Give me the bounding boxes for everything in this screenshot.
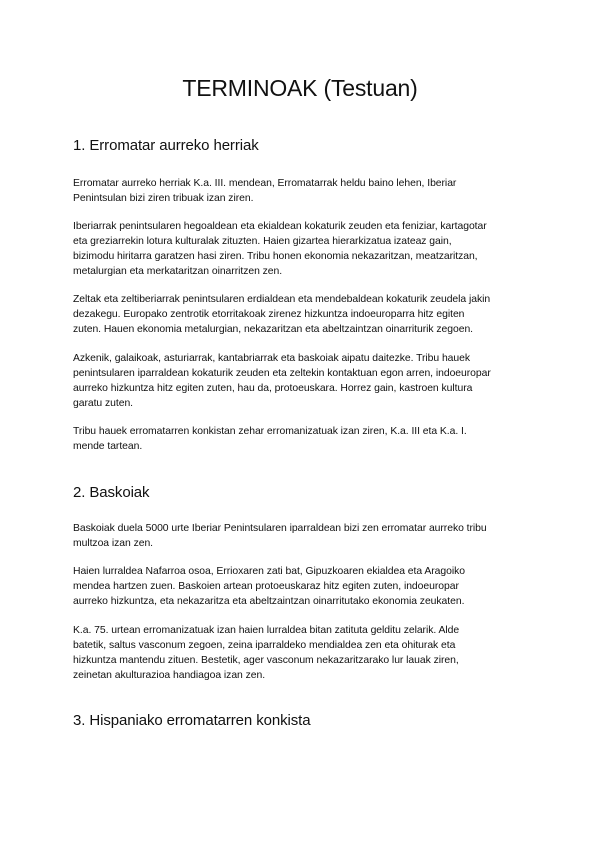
paragraph: Haien lurraldea Nafarroa osoa, Errioxaren zati bat, Gipuzkoaren ekialdea eta Aragoiko mendea hartzen zuen. Baskoien artean protoeuskaraz hitz egiten zuten, indoeuropar aurreko hizkuntza, eta nekazaritza eta abeltzaintzan oinarritutako ekonomia zeukaten. <box>73 566 465 607</box>
paragraph: Tribu hauek erromatarren konkistan zehar erromanizatuak izan ziren, K.a. III eta K.a. I. mende tartean. <box>73 426 467 452</box>
paragraph: Zeltak eta zeltiberiarrak penintsularen erdialdean eta mendebaldean kokaturik zeudela jakin dezakegu. Europako zentrotik etorritakoak zirenez hizkuntza indoeuroparra hitz egiten zuten. Hauen ekonomia metalurgian, nekazaritzan eta abeltzaintzan oinarriturik zegoen. <box>73 294 491 335</box>
paragraph: Erromatar aurreko herriak K.a. III. mendean, Erromatarrak heldu baino lehen, Iberiar Penintsulan bizi ziren tribuak izan ziren. <box>73 178 457 204</box>
page-title: TERMINOAK (Testuan) <box>182 75 418 101</box>
section-heading: 2. Baskoiak <box>73 484 150 501</box>
paragraph: Baskoiak duela 5000 urte Iberiar Penintsularen iparraldean bizi zen erromatar aurreko tribu multzoa izan zen. <box>73 523 487 549</box>
paragraph: Azkenik, galaikoak, asturiarrak, kantabriarrak eta baskoiak aipatu daitezke. Tribu hauek penintsularen iparraldean kokaturik zeuden eta zeltekin kontaktuan egon arren, indoeuropar aurreko hizkuntza hitz egiten zuten, hau da, protoeuskara. Horrez gain, kastroen kultura garatu zuten. <box>73 353 491 409</box>
section-heading: 1. Erromatar aurreko herriak <box>73 137 259 154</box>
section-heading: 3. Hispaniako erromatarren konkista <box>73 712 311 729</box>
paragraph: K.a. 75. urtean erromanizatuak izan haien lurraldea bitan zatituta gelditu zelarik. Alde batetik, saltus vasconum zegoen, zeina iparraldeko mendialdea zen eta ohiturak eta hizkuntza mantendu zituen. Bestetik, ager vasconum nekazaritzarako lur lauak ziren, zeinetan akulturazioa handiagoa izan zen. <box>73 625 460 681</box>
paragraph: Iberiarrak penintsularen hegoaldean eta ekialdean kokaturik zeuden eta feniziar, kartagotar eta greziarrekin lotura kulturalak zituzten. Haien gizartea hierarkizatua izateaz gain, bizimodu hiritarra garatzen hasi ziren. Tribu honen ekonomia nekazaritzan, meatzaritzan, metalurgian eta merkataritzan oinarritzen zen. <box>73 221 487 277</box>
